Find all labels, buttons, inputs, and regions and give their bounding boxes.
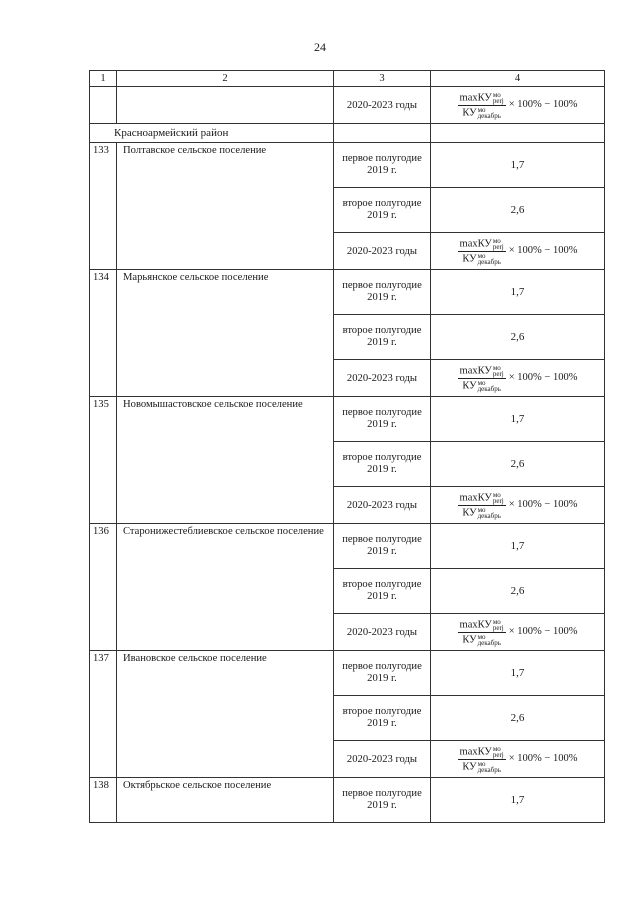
- number-cell: [90, 87, 117, 124]
- period-second-half: второе полугодие 2019 г.: [334, 442, 431, 487]
- period-years: 2020-2023 годы: [334, 487, 431, 524]
- formula-cell: [431, 741, 605, 778]
- value-first-half: 1,7: [431, 651, 605, 696]
- growth-formula: [431, 619, 604, 646]
- settlement-number: 137: [90, 651, 117, 778]
- period-first-half: первое полугодие 2019 г.: [334, 270, 431, 315]
- formula-cell: [431, 87, 605, 124]
- value-first-half: 1,7: [431, 143, 605, 188]
- formula-denominator: КУ мо декабрь: [462, 759, 501, 774]
- settlement-number: 138: [90, 778, 117, 823]
- formula-fraction: [458, 619, 506, 646]
- value-first-half: 1,7: [431, 778, 605, 823]
- formula-denominator: КУ мо декабрь: [462, 505, 501, 520]
- name-cell: [117, 87, 334, 124]
- value-first-half: 1,7: [431, 270, 605, 315]
- formula-tail: × 100% − 100%: [508, 625, 578, 637]
- settlement-row: [90, 270, 605, 315]
- settlement-name: Новомышастовское сельское поселение: [117, 397, 334, 524]
- settlement-row: [90, 524, 605, 569]
- formula-cell: [431, 487, 605, 524]
- formula-numerator: maxКУ мо perj: [459, 617, 504, 632]
- formula-tail: × 100% − 100%: [508, 371, 578, 383]
- period-first-half: первое полугодие 2019 г.: [334, 651, 431, 696]
- settlement-name: Полтавское сельское поселение: [117, 143, 334, 270]
- header-col-3: 3: [334, 71, 431, 87]
- period-cell: 2020-2023 годы: [334, 87, 431, 124]
- value-second-half: 2,6: [431, 442, 605, 487]
- settlement-row: [90, 143, 605, 188]
- period-first-half: первое полугодие 2019 г.: [334, 143, 431, 188]
- settlement-row: [90, 778, 605, 823]
- tariff-table: [89, 70, 605, 823]
- value-second-half: 2,6: [431, 188, 605, 233]
- formula-tail: × 100% − 100%: [508, 98, 578, 110]
- settlement-row: [90, 651, 605, 696]
- growth-formula: [431, 92, 604, 119]
- formula-denominator: КУ мо декабрь: [462, 632, 501, 647]
- district-name: Красноармейский район: [90, 124, 334, 143]
- settlement-number: 136: [90, 524, 117, 651]
- header-col-1: 1: [90, 71, 117, 87]
- growth-formula: [431, 238, 604, 265]
- formula-denominator: КУ мо декабрь: [462, 378, 501, 393]
- formula-numerator: maxКУ мо perj: [459, 490, 504, 505]
- formula-cell: [431, 233, 605, 270]
- header-col-2: 2: [117, 71, 334, 87]
- formula-fraction: [458, 492, 506, 519]
- formula-numerator: maxКУ мо perj: [459, 363, 504, 378]
- period-years: 2020-2023 годы: [334, 741, 431, 778]
- formula-cell: [431, 360, 605, 397]
- formula-denominator: КУ мо декабрь: [462, 251, 501, 266]
- settlement-name: Марьянское сельское поселение: [117, 270, 334, 397]
- period-years: 2020-2023 годы: [334, 233, 431, 270]
- page-number: 24: [314, 40, 326, 54]
- value-first-half: 1,7: [431, 524, 605, 569]
- formula-fraction: [458, 238, 506, 265]
- value-second-half: 2,6: [431, 315, 605, 360]
- formula-numerator: maxКУ мо perj: [459, 90, 504, 105]
- continuation-row: [90, 87, 605, 124]
- formula-fraction: [458, 365, 506, 392]
- formula-fraction: [458, 92, 506, 119]
- settlement-row: [90, 397, 605, 442]
- formula-denominator: КУ мо декабрь: [462, 105, 501, 120]
- growth-formula: [431, 746, 604, 773]
- empty-cell: [431, 124, 605, 143]
- settlement-number: 134: [90, 270, 117, 397]
- growth-formula: [431, 365, 604, 392]
- header-col-4: 4: [431, 71, 605, 87]
- settlement-name: Октябрьское сельское поселение: [117, 778, 334, 823]
- value-second-half: 2,6: [431, 696, 605, 741]
- formula-tail: × 100% − 100%: [508, 498, 578, 510]
- settlement-number: 133: [90, 143, 117, 270]
- header-row: [90, 71, 605, 87]
- period-first-half: первое полугодие 2019 г.: [334, 778, 431, 823]
- formula-fraction: [458, 746, 506, 773]
- period-first-half: первое полугодие 2019 г.: [334, 524, 431, 569]
- settlement-name: Ивановское сельское поселение: [117, 651, 334, 778]
- settlement-number: 135: [90, 397, 117, 524]
- district-row: [90, 124, 605, 143]
- settlement-name: Старонижестеблиевское сельское поселение: [117, 524, 334, 651]
- period-first-half: первое полугодие 2019 г.: [334, 397, 431, 442]
- period-years: 2020-2023 годы: [334, 360, 431, 397]
- empty-cell: [334, 124, 431, 143]
- formula-numerator: maxКУ мо perj: [459, 236, 504, 251]
- formula-cell: [431, 614, 605, 651]
- formula-numerator: maxКУ мо perj: [459, 744, 504, 759]
- period-second-half: второе полугодие 2019 г.: [334, 188, 431, 233]
- formula-tail: × 100% − 100%: [508, 752, 578, 764]
- formula-tail: × 100% − 100%: [508, 244, 578, 256]
- value-second-half: 2,6: [431, 569, 605, 614]
- period-second-half: второе полугодие 2019 г.: [334, 569, 431, 614]
- period-second-half: второе полугодие 2019 г.: [334, 315, 431, 360]
- period-second-half: второе полугодие 2019 г.: [334, 696, 431, 741]
- growth-formula: [431, 492, 604, 519]
- value-first-half: 1,7: [431, 397, 605, 442]
- period-years: 2020-2023 годы: [334, 614, 431, 651]
